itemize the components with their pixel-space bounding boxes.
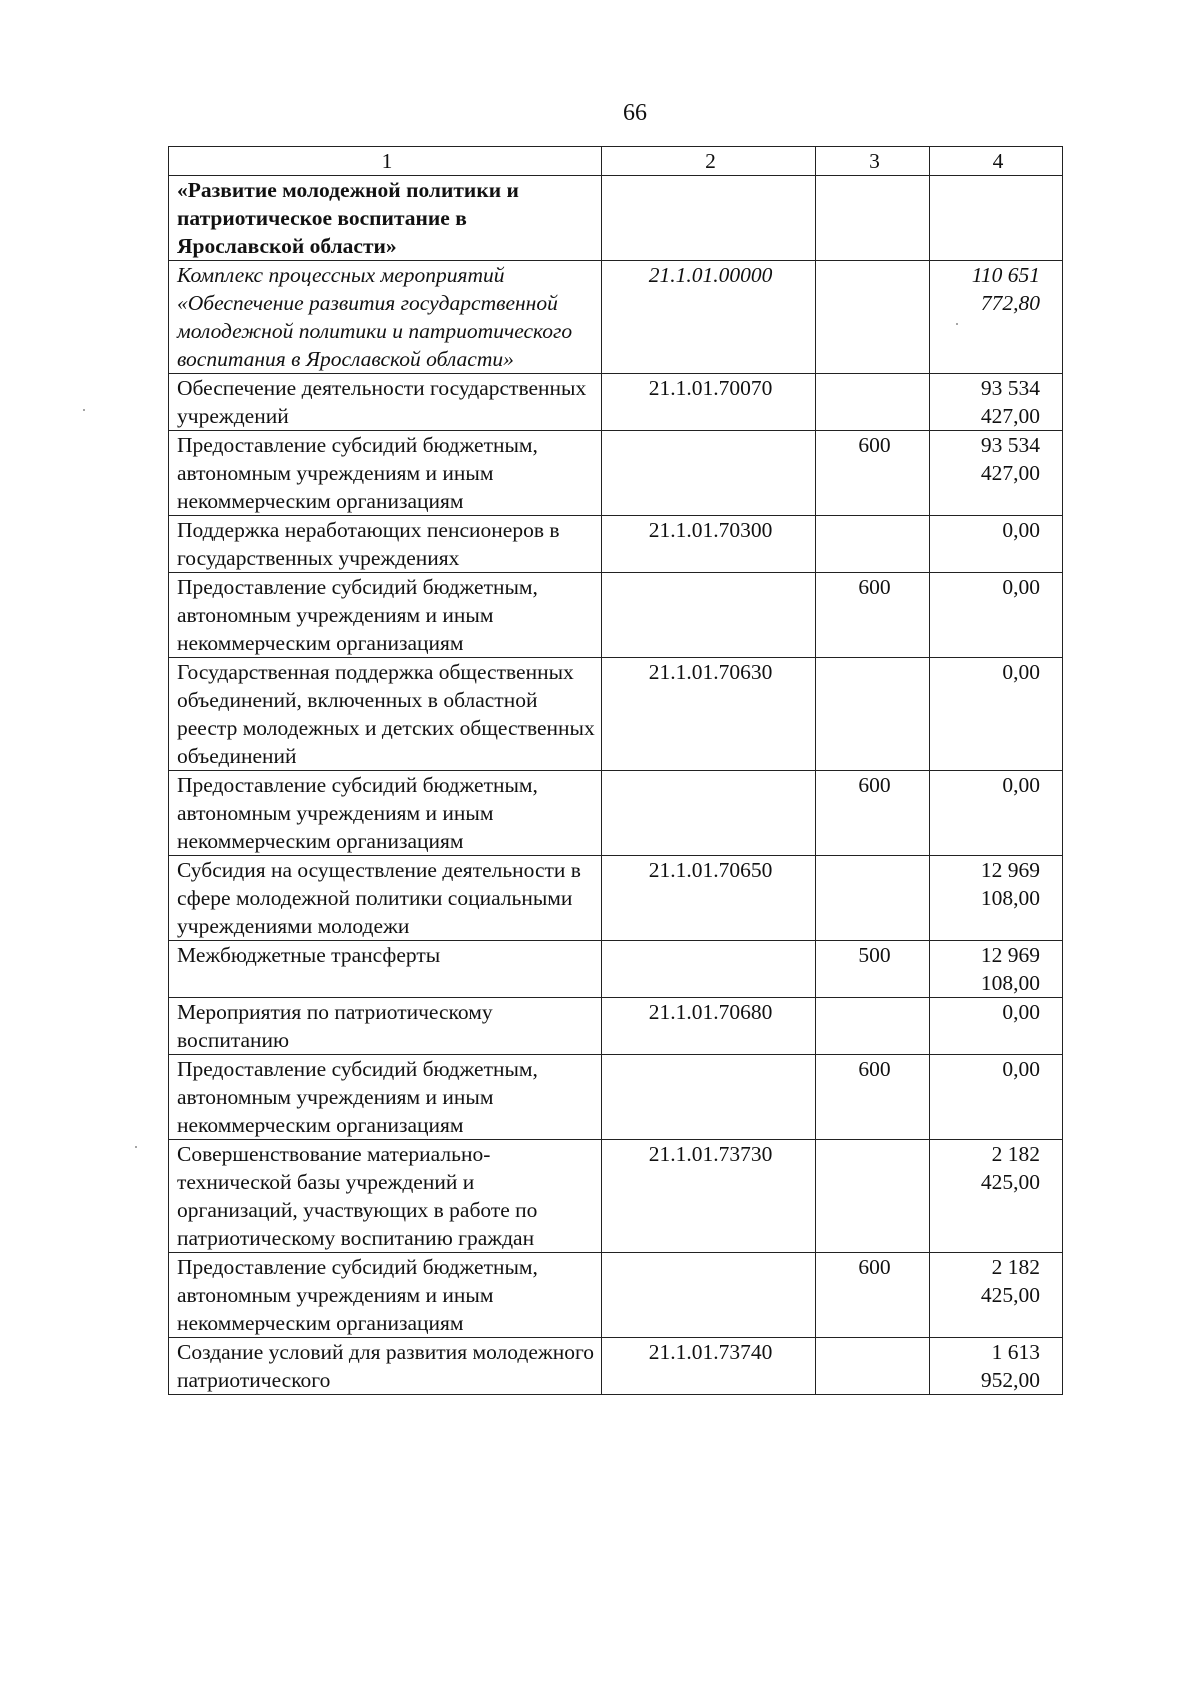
scan-speck: [83, 409, 85, 411]
row-amount-cell: 1 613 952,00: [930, 1338, 1063, 1395]
table-row: [169, 176, 1063, 261]
header-row: [169, 147, 1063, 176]
row-code-cell: [602, 941, 816, 998]
row-type-cell: [816, 374, 930, 431]
row-amount-cell: 12 969 108,00: [930, 941, 1063, 998]
row-type-cell: [816, 1338, 930, 1395]
row-amount-cell: 2 182 425,00: [930, 1253, 1063, 1338]
row-type-cell: [816, 176, 930, 261]
table-row: [169, 1338, 1063, 1395]
row-name-cell: Предоставление субсидий бюджетным, автономным учреждениям и иным некоммерческим организациям: [169, 573, 602, 658]
row-amount-cell: 0,00: [930, 516, 1063, 573]
row-type-cell: 500: [816, 941, 930, 998]
row-code-cell: 21.1.01.70630: [602, 658, 816, 771]
table-row: [169, 573, 1063, 658]
table-row: [169, 771, 1063, 856]
row-name-cell: Предоставление субсидий бюджетным, автономным учреждениям и иным некоммерческим организациям: [169, 771, 602, 856]
table-row: [169, 1140, 1063, 1253]
row-code-cell: 21.1.01.70680: [602, 998, 816, 1055]
row-code-cell: [602, 771, 816, 856]
header-cell-2: 2: [602, 147, 816, 176]
row-type-cell: 600: [816, 771, 930, 856]
header-cell-3: 3: [816, 147, 930, 176]
scan-speck: [956, 323, 958, 325]
row-amount-cell: 0,00: [930, 573, 1063, 658]
table-row: [169, 658, 1063, 771]
table-row: [169, 1055, 1063, 1140]
row-amount-cell: 93 534 427,00: [930, 431, 1063, 516]
table-body: [169, 147, 1063, 1395]
row-code-cell: [602, 573, 816, 658]
row-name-cell: Предоставление субсидий бюджетным, автономным учреждениям и иным некоммерческим организациям: [169, 431, 602, 516]
row-code-cell: 21.1.01.70070: [602, 374, 816, 431]
row-code-cell: 21.1.01.70300: [602, 516, 816, 573]
scan-speck: [135, 1146, 137, 1148]
page-number: 66: [623, 100, 647, 126]
header-cell-4: 4: [930, 147, 1063, 176]
row-name-cell: Комплекс процессных мероприятий «Обеспечение развития государственной молодежной политики и патриотического воспитания в Ярославской области»: [169, 261, 602, 374]
row-type-cell: [816, 998, 930, 1055]
row-code-cell: [602, 431, 816, 516]
row-name-cell: Обеспечение деятельности государственных учреждений: [169, 374, 602, 431]
row-name-cell: Предоставление субсидий бюджетным, автономным учреждениям и иным некоммерческим организациям: [169, 1055, 602, 1140]
row-type-cell: [816, 261, 930, 374]
row-amount-cell: 0,00: [930, 658, 1063, 771]
row-type-cell: [816, 856, 930, 941]
row-type-cell: [816, 1140, 930, 1253]
row-code-cell: 21.1.01.00000: [602, 261, 816, 374]
table-row: [169, 261, 1063, 374]
row-type-cell: 600: [816, 573, 930, 658]
table-row: [169, 941, 1063, 998]
row-code-cell: 21.1.01.73740: [602, 1338, 816, 1395]
row-name-cell: Мероприятия по патриотическому воспитанию: [169, 998, 602, 1055]
row-name-cell: Государственная поддержка общественных объединений, включенных в областной реестр молодежных и детских общественных объединений: [169, 658, 602, 771]
row-amount-cell: 12 969 108,00: [930, 856, 1063, 941]
table-row: [169, 516, 1063, 573]
row-name-cell: Создание условий для развития молодежного патриотического: [169, 1338, 602, 1395]
row-amount-cell: 0,00: [930, 1055, 1063, 1140]
table-row: [169, 1253, 1063, 1338]
row-type-cell: 600: [816, 431, 930, 516]
row-name-cell: Субсидия на осуществление деятельности в сфере молодежной политики социальными учреждениями молодежи: [169, 856, 602, 941]
table-row: [169, 856, 1063, 941]
row-type-cell: [816, 516, 930, 573]
row-amount-cell: 0,00: [930, 771, 1063, 856]
row-type-cell: [816, 658, 930, 771]
row-type-cell: 600: [816, 1055, 930, 1140]
row-code-cell: [602, 1055, 816, 1140]
header-cell-1: 1: [169, 147, 602, 176]
row-amount-cell: [930, 176, 1063, 261]
budget-table: [168, 146, 1063, 1395]
row-code-cell: [602, 1253, 816, 1338]
row-code-cell: 21.1.01.73730: [602, 1140, 816, 1253]
row-type-cell: 600: [816, 1253, 930, 1338]
row-name-cell: Поддержка неработающих пенсионеров в государственных учреждениях: [169, 516, 602, 573]
row-name-cell: Межбюджетные трансферты: [169, 941, 602, 998]
row-name-cell: Совершенствование материально-технической базы учреждений и организаций, участвующих в работе по патриотическому воспитанию граждан: [169, 1140, 602, 1253]
row-name-cell: Предоставление субсидий бюджетным, автономным учреждениям и иным некоммерческим организациям: [169, 1253, 602, 1338]
row-amount-cell: 2 182 425,00: [930, 1140, 1063, 1253]
row-amount-cell: 93 534 427,00: [930, 374, 1063, 431]
table-row: [169, 431, 1063, 516]
table-row: [169, 998, 1063, 1055]
row-amount-cell: 110 651 772,80: [930, 261, 1063, 374]
row-amount-cell: 0,00: [930, 998, 1063, 1055]
row-code-cell: [602, 176, 816, 261]
row-name-cell: «Развитие молодежной политики и патриотическое воспитание в Ярославской области»: [169, 176, 602, 261]
table-row: [169, 374, 1063, 431]
row-code-cell: 21.1.01.70650: [602, 856, 816, 941]
